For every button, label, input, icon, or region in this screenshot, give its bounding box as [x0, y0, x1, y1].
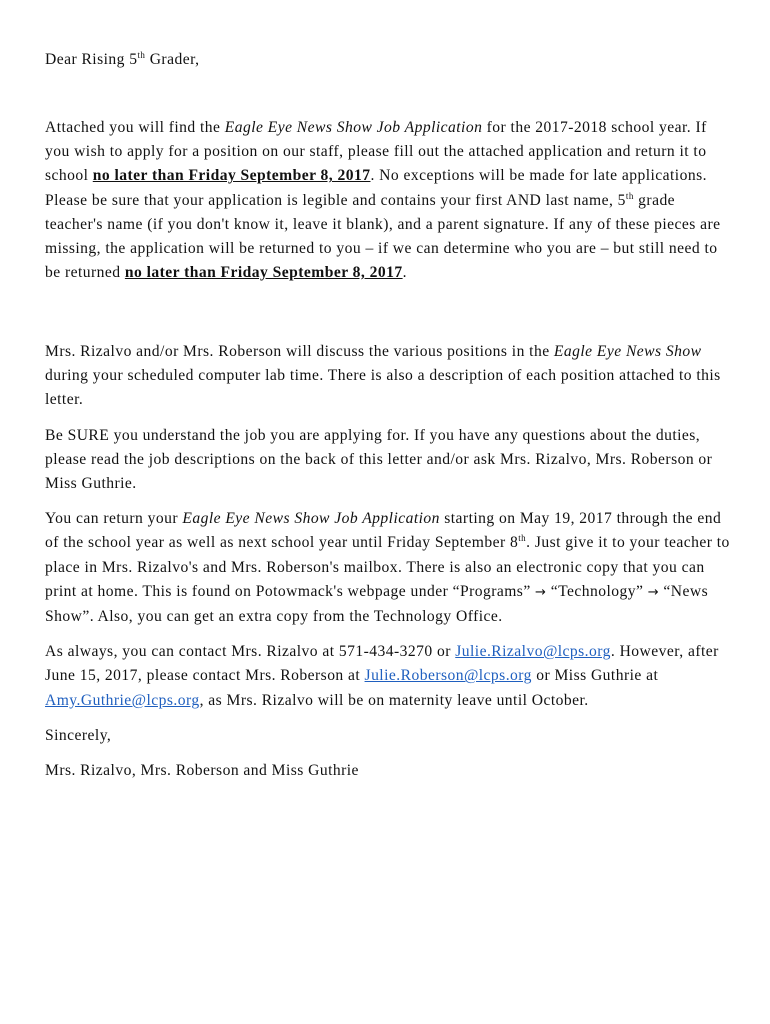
p1-superscript: th — [625, 190, 634, 201]
p2-text-b: during your scheduled computer lab time. There is also a description of each position attached to this letter. — [45, 367, 721, 409]
p5-text-d: , as Mrs. Rizalvo will be on maternity leave until October. — [199, 691, 589, 709]
email-link-rizalvo[interactable]: Julie.Rizalvo@lcps.org — [455, 643, 611, 661]
p1-text-b: for the 2017-2018 school year. If you wish to apply for a position on our staff, please fill out the attached application and return it to school — [45, 119, 707, 185]
closing: Sincerely, — [45, 726, 112, 744]
paragraph-contact — [45, 640, 730, 713]
email-link-roberson[interactable]: Julie.Roberson@lcps.org — [364, 667, 532, 685]
show-title: Eagle Eye News Show — [553, 343, 702, 360]
p4-text-e: “News Show”. Also, you can get an extra copy from the Technology Office. — [45, 582, 709, 626]
arrow-right-icon: → — [535, 584, 547, 600]
p1-text-c: . No exceptions will be made for late applications. Please be sure that your application is legible and contains your first AND last name, 5 — [45, 167, 707, 209]
p1-text-d: grade teacher's name (if you don't know it, leave it blank), and a parent signature. If any of these pieces are missing, the application will be returned to you – if we can determine who you are – but still need to be returned — [45, 191, 721, 282]
paragraph-application-intro — [45, 116, 730, 285]
p4-text-b: starting on May 19, 2017 through the end of the school year as well as next school year until Friday September 8 — [45, 510, 722, 552]
p1-text-a: Attached you will find the — [45, 119, 225, 136]
greeting — [45, 48, 199, 72]
p4-text-d: “Technology” — [546, 582, 648, 600]
letter-body — [45, 340, 730, 794]
p1-text-e: . — [402, 264, 407, 282]
paragraph-be-sure: Be SURE you understand the job you are applying for. If you have any questions about the duties, please read the job descriptions on the back of this letter and/or ask Mrs. Rizalvo, Mrs. Roberson or Miss Guthrie. — [45, 426, 713, 493]
application-title-repeat: Eagle Eye News Show Job Application — [182, 510, 440, 528]
p5-text-c: or Miss Guthrie at — [531, 667, 659, 685]
signature: Mrs. Rizalvo, Mrs. Roberson and Miss Guthrie — [45, 762, 359, 780]
paragraph-return-info — [45, 507, 730, 629]
arrow-right-icon-2: → — [647, 584, 660, 600]
p2-text-a: Mrs. Rizalvo and/or Mrs. Roberson will discuss the various positions in the — [45, 343, 554, 360]
paragraph-positions — [45, 340, 730, 413]
deadline-text: no later than Friday September 8, 2017 — [92, 167, 371, 185]
p5-text-a: As always, you can contact Mrs. Rizalvo at 571-434-3270 or — [45, 643, 456, 661]
p5-text-b: . However, after June 15, 2017, please contact Mrs. Roberson at — [45, 643, 719, 685]
p4-text-c: . Just give it to your teacher to place in Mrs. Rizalvo's and Mrs. Roberson's mailbox. There is also an electronic copy that you can print at home. This is found on Potowmack's webpage under “Programs” — [45, 534, 730, 600]
p4-text-a: You can return your — [45, 510, 183, 528]
p4-superscript: th — [518, 533, 527, 544]
deadline-text-repeat: no later than Friday September 8, 2017 — [124, 264, 403, 282]
application-title: Eagle Eye News Show Job Application — [224, 119, 483, 136]
email-link-guthrie[interactable]: Amy.Guthrie@lcps.org — [45, 691, 200, 709]
greeting-text: Dear Rising 5 — [45, 51, 138, 68]
greeting-text-end: Grader, — [145, 51, 200, 68]
greeting-superscript: th — [137, 49, 146, 60]
